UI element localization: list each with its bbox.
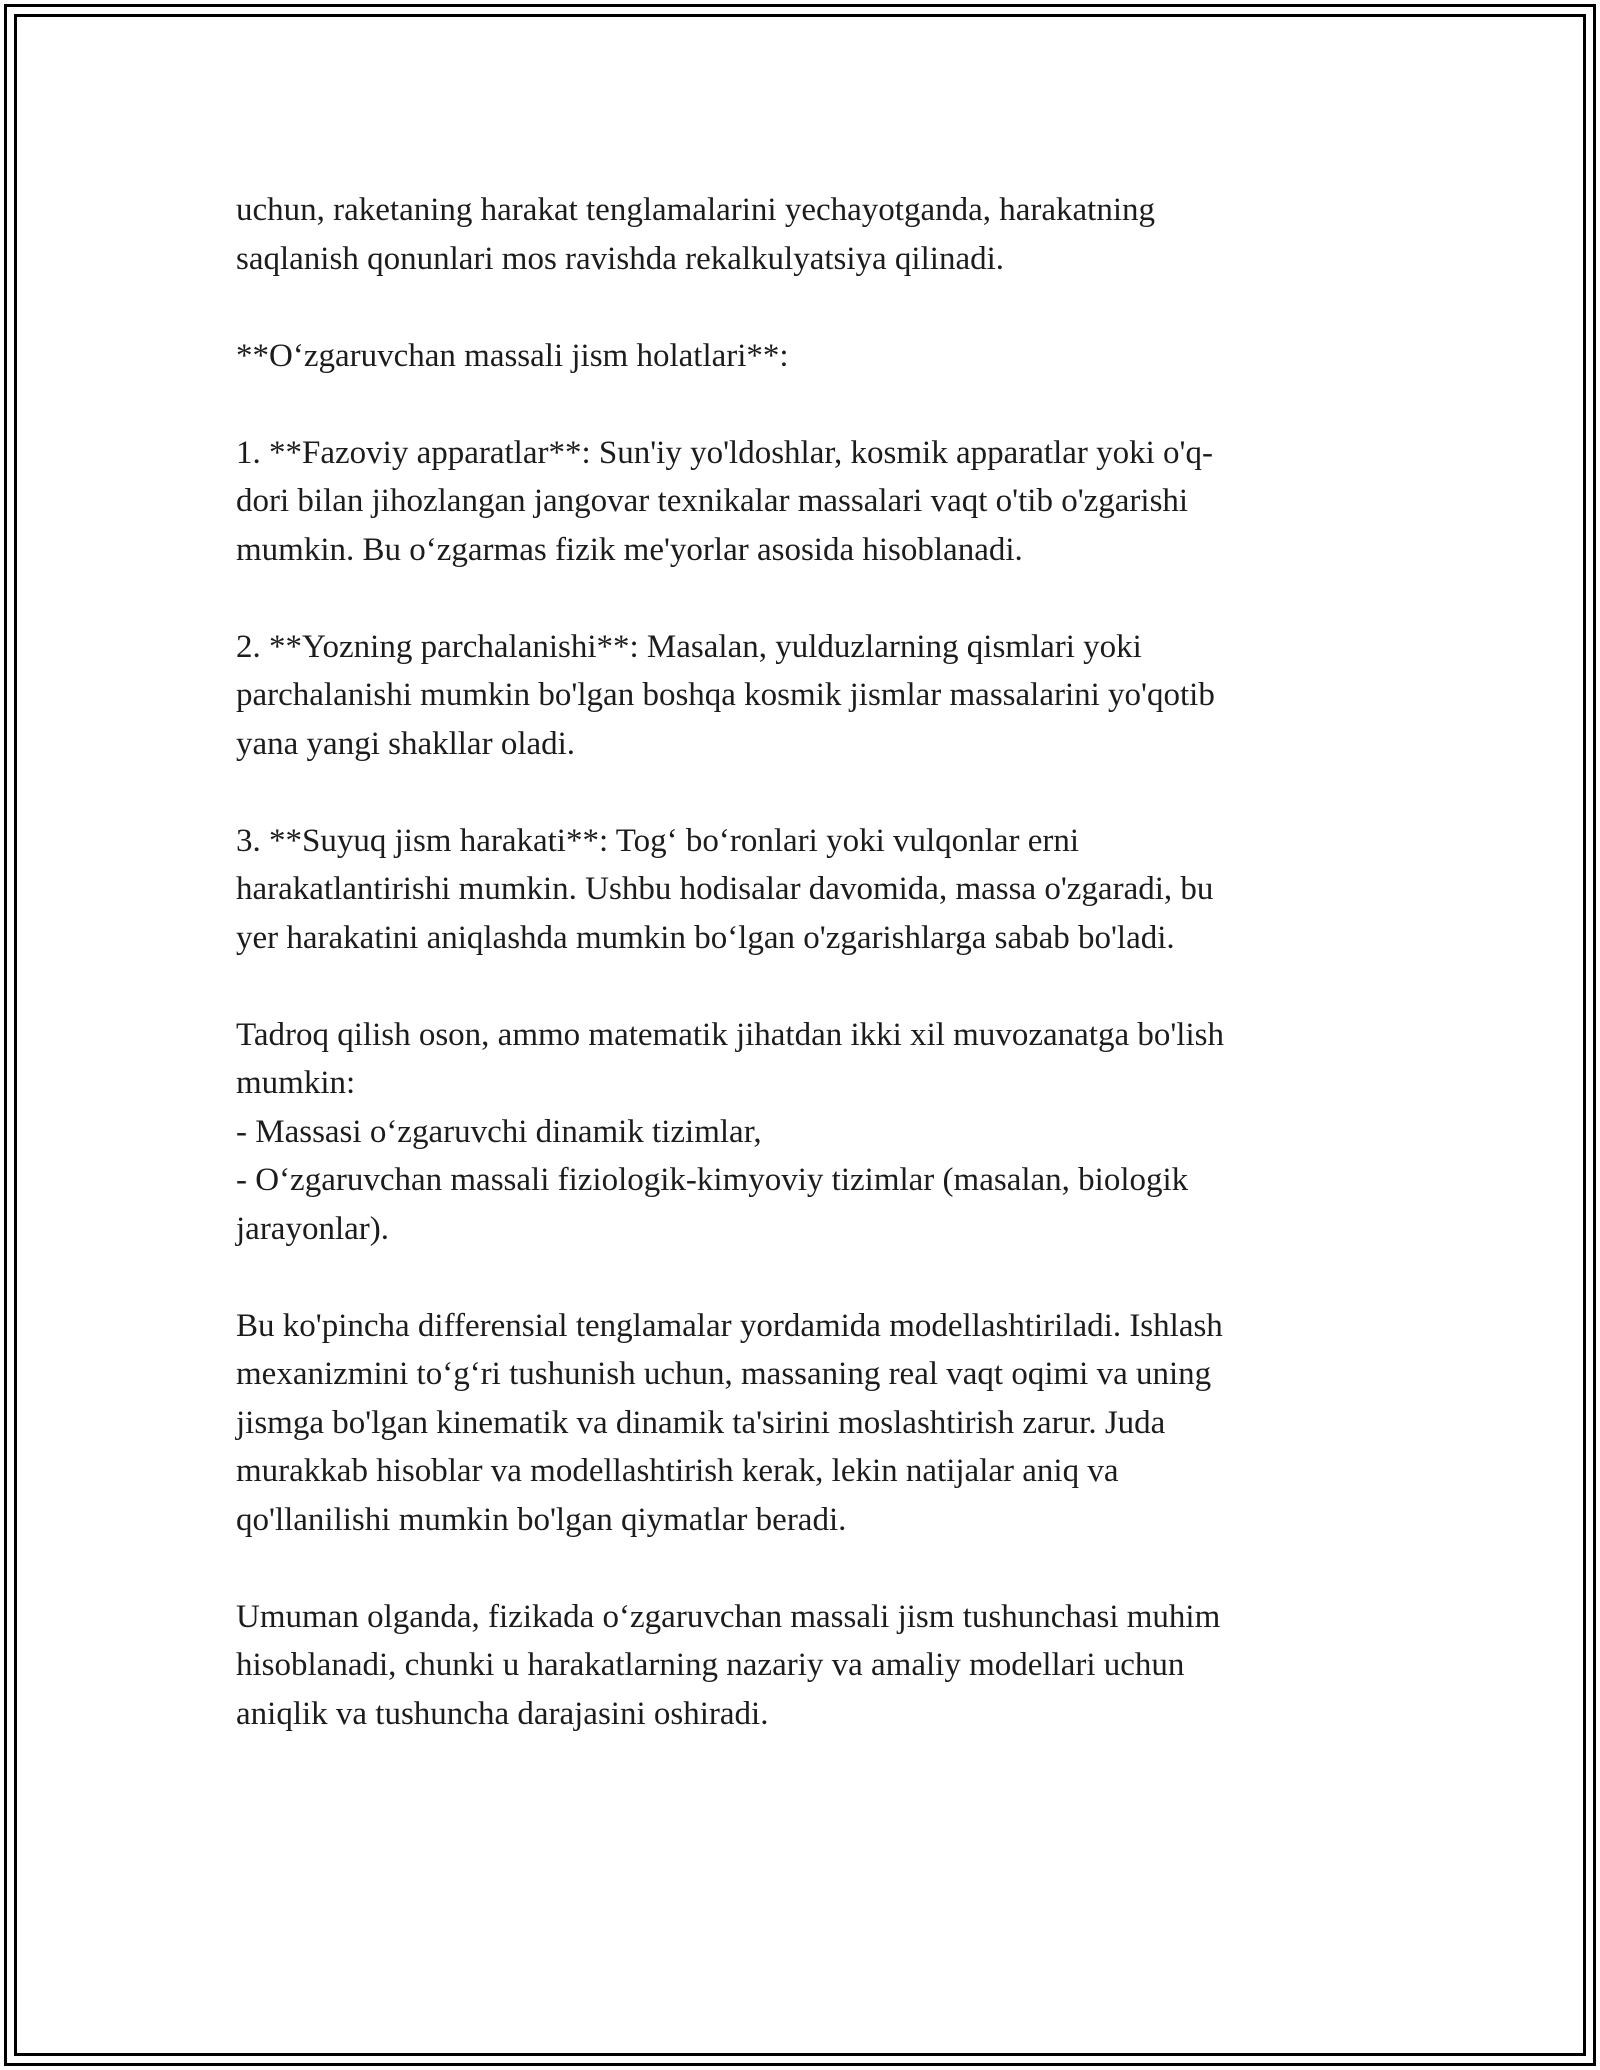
text-line: Umuman olganda, fizikada o‘zgaruvchan massali jism tushunchasi muhim [236,1598,1221,1635]
text-line: mumkin. Bu o‘zgarmas fizik me'yorlar asosida hisoblanadi. [236,531,1023,568]
list-item-2 [236,623,1376,769]
text-line: 2. **Yozning parchalanishi**: Masalan, yulduzlarning qismlari yoki [236,628,1142,665]
text-line: saqlanish qonunlari mos ravishda rekalkulyatsiya qilinadi. [236,240,1005,277]
text-line: dori bilan jihozlangan jangovar texnikalar massalari vaqt o'tib o'zgarishi [236,483,1189,519]
text-line: yer harakatini aniqlashda mumkin bo‘lgan o'zgarishlarga sabab bo'ladi. [236,919,1175,956]
list-item-1 [236,429,1376,575]
text-line: mexanizmini to‘g‘ri tushunish uchun, massaning real vaqt oqimi va uning [236,1356,1212,1392]
text-line: parchalanishi mumkin bo'lgan boshqa kosmik jismlar massalarini yo'qotib [236,677,1215,713]
text-line: yana yangi shakllar oladi. [236,725,576,762]
paragraph-classification [236,1011,1376,1254]
text-line: - Massasi o‘zgaruvchi dinamik tizimlar, [236,1113,762,1150]
paragraph-conclusion [236,1593,1376,1739]
text-line: 1. **Fazoviy apparatlar**: Sun'iy yo'ldoshlar, kosmik apparatlar yoki o'q- [236,434,1213,471]
text-line: uchun, raketaning harakat tenglamalarini yechayotganda, harakatning [236,192,1156,228]
text-line: 3. **Suyuq jism harakati**: Tog‘ bo‘ronlari yoki vulqonlar erni [236,822,1080,859]
text-line: jarayonlar). [236,1210,389,1247]
paragraph-modelling [236,1302,1376,1545]
text-line: Bu ko'pincha differensial tenglamalar yordamida modellashtiriladi. Ishlash [236,1307,1223,1344]
paragraph-continuation [236,186,1376,283]
text-line: murakkab hisoblar va modellashtirish kerak, lekin natijalar aniq va [236,1453,1119,1489]
text-line: harakatlantirishi mumkin. Ushbu hodisalar davomida, massa o'zgaradi, bu [236,871,1214,907]
text-line: qo'llanilishi mumkin bo'lgan qiymatlar beradi. [236,1501,847,1538]
text-line: **O‘zgaruvchan massali jism holatlari**: [236,337,789,374]
section-heading [236,332,1376,381]
text-line: - O‘zgaruvchan massali fiziologik-kimyoviy tizimlar (masalan, biologik [236,1162,1189,1198]
text-line: mumkin: [236,1065,356,1101]
text-line: aniqlik va tushuncha darajasini oshiradi. [236,1695,769,1732]
text-line: hisoblanadi, chunki u harakatlarning nazariy va amaliy modellari uchun [236,1647,1185,1683]
text-line: jismga bo'lgan kinematik va dinamik ta'sirini moslashtirish zarur. Juda [236,1404,1166,1441]
document-body [236,186,1376,1787]
list-item-3 [236,817,1376,963]
text-line: Tadroq qilish oson, ammo matematik jihatdan ikki xil muvozanatga bo'lish [236,1016,1224,1053]
